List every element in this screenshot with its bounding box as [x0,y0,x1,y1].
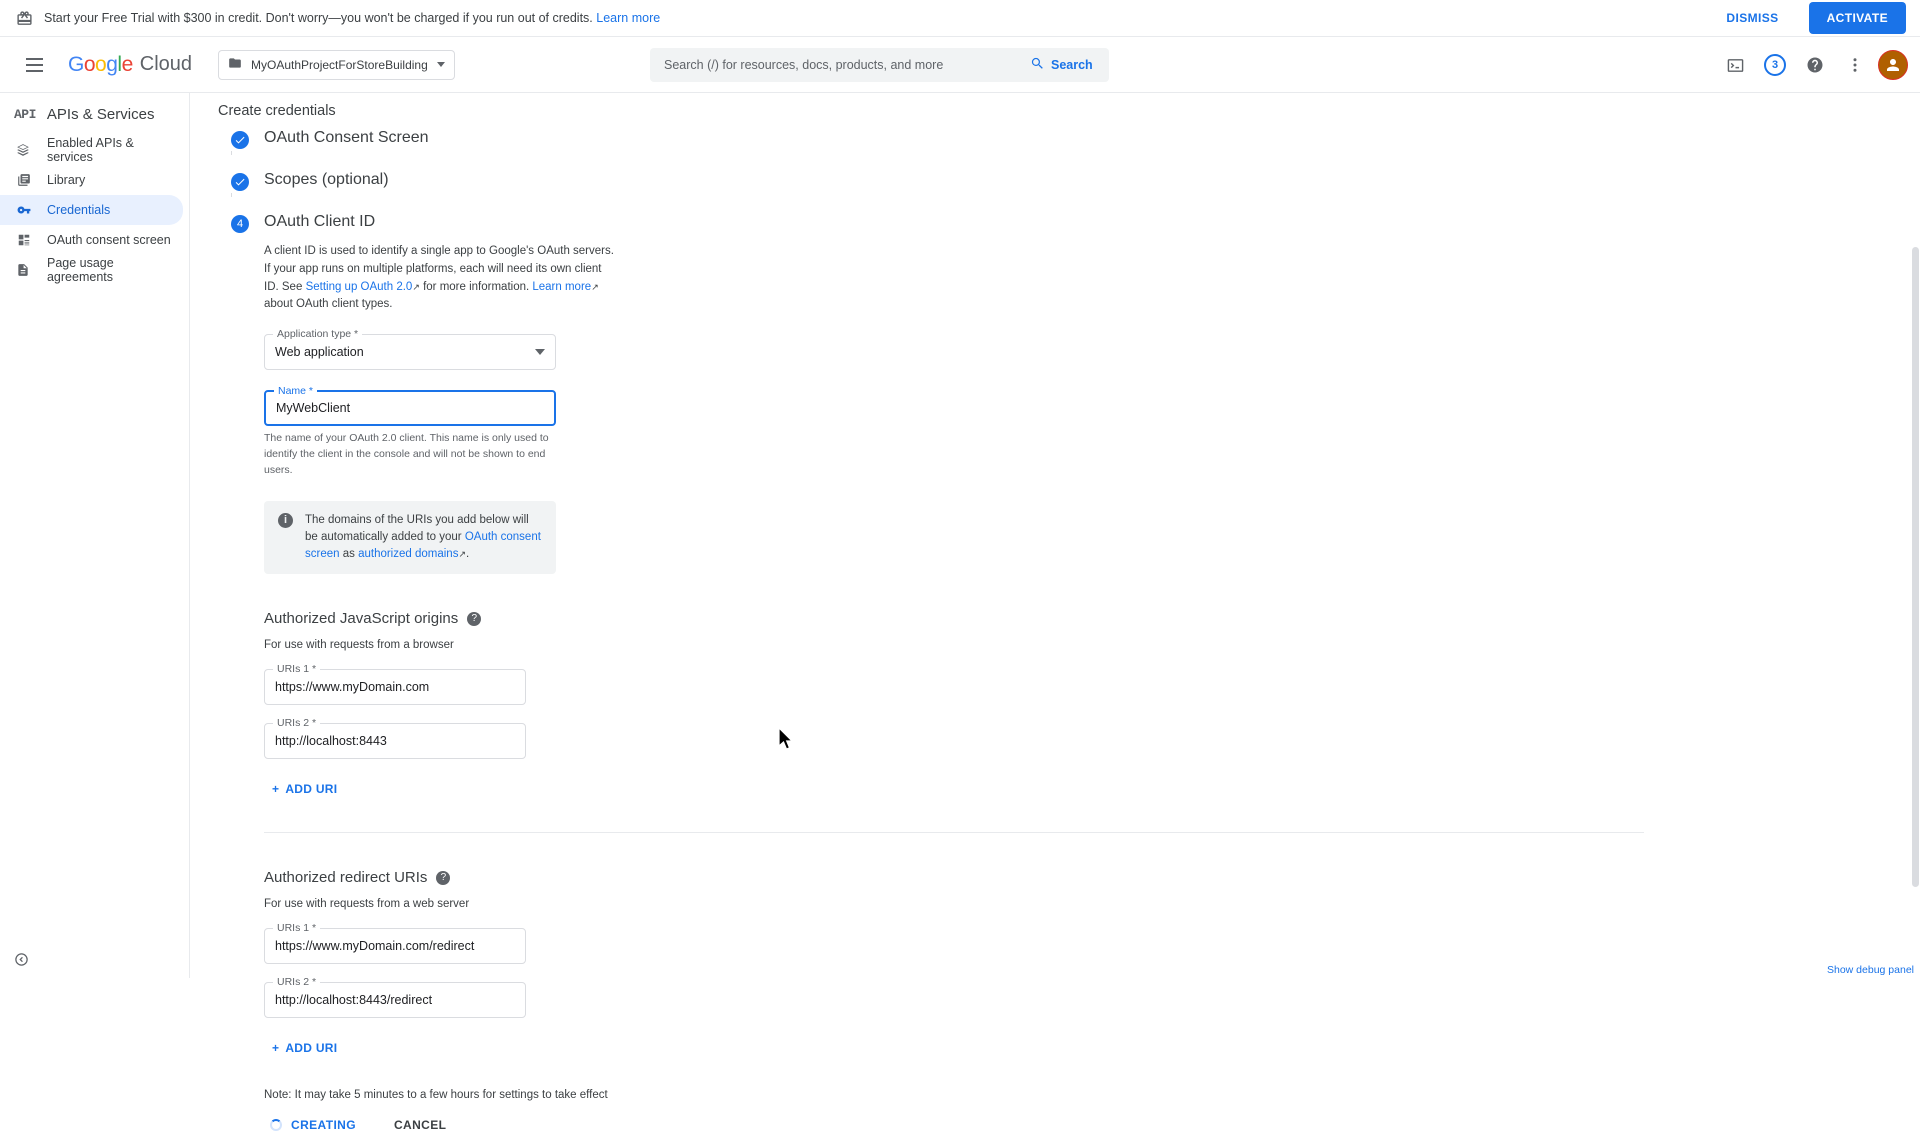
sidebar-item-label: Enabled APIs & services [46,136,134,164]
client-name-value: MyWebClient [276,401,351,416]
plus-icon: + [272,1041,280,1056]
client-name-label: Name * [274,385,317,397]
js-origins-subtitle: For use with requests from a browser [264,639,454,652]
sidebar-item-page-usage-agreements[interactable] [0,255,183,285]
info-icon: i [278,513,293,528]
oauth-client-form [264,231,684,1133]
sidebar-item-label: OAuth consent screen [47,233,171,247]
gift-icon [14,8,34,28]
step-title [264,171,1920,189]
form-actions [264,1117,684,1133]
redirect-uris-heading [264,869,684,886]
sidebar-item-label: Credentials [47,203,111,217]
main-content [190,93,1920,1133]
step-oauth-consent-screen[interactable] [218,129,1920,147]
sidebar-item-label: Page usage agreements [46,256,114,284]
cancel-button[interactable]: CANCEL [388,1117,452,1133]
help-icon[interactable]: ? [467,612,481,626]
search-area [650,48,1109,82]
authorized-domains-link[interactable]: authorized domains [358,548,459,560]
desc-part-2: for more information. [419,280,533,293]
cloud-shell-icon[interactable] [1718,48,1752,82]
agreement-icon [16,263,31,277]
domains-info-box [264,501,556,575]
step-title: OAuth Consent Screen [264,129,429,146]
redirect-uri-2[interactable] [264,976,526,1018]
sidebar-header [0,97,189,135]
application-type-label: Application type * [273,328,362,340]
project-picker[interactable] [218,50,455,80]
free-trial-banner [0,0,1920,37]
sidebar [0,93,190,978]
client-name-input[interactable] [264,385,556,426]
menu-icon[interactable] [14,45,54,85]
cloud-wordmark: Cloud [139,53,193,75]
sidebar-item-credentials[interactable] [0,195,183,225]
application-type-select[interactable] [264,328,556,370]
search-icon [1030,56,1045,74]
js-origins-heading [264,610,684,627]
info-part-2: as [339,548,359,560]
sidebar-item-label: Library [47,173,86,187]
info-part-1: The domains of the URIs you add below will be automatically added to your [305,513,529,543]
js-origin-uri-2-label: URIs 2 * [273,717,320,729]
chevron-down-icon [535,349,545,355]
redirect-uris-subtitle: For use with requests from a web server [264,898,470,911]
sidebar-item-library[interactable] [0,165,183,195]
external-link-icon: ↗ [591,281,599,292]
step-title: OAuth Client ID [264,213,376,230]
collapse-left-icon[interactable] [14,952,29,970]
desc-part-3: about OAuth client types. [264,298,393,311]
scrollbar-thumb[interactable] [1912,247,1919,887]
desc-part-1: A client ID is used to identify a single app to Google's OAuth servers. If your app runs on multiple platforms, each will need its own client ID. See [264,245,614,293]
vertical-scrollbar[interactable] [1911,129,1920,978]
notifications-badge[interactable] [1758,48,1792,82]
content-scroll-area [190,129,1920,1133]
external-link-icon: ↗ [458,549,466,559]
google-wordmark: Google [68,52,133,76]
js-origin-uri-1-value: https://www.myDomain.com [275,680,430,695]
redirect-uris-title: Authorized redirect URIs [264,869,428,887]
sidebar-item-enabled-apis[interactable] [0,135,183,165]
step-oauth-client-id [218,213,1920,1133]
trial-message [44,11,660,25]
activate-button[interactable]: ACTIVATE [1809,2,1906,34]
step-title-text: Scopes [264,171,318,188]
library-icon [16,173,31,187]
application-type-value: Web application [275,345,364,360]
dashboard-icon [16,143,31,157]
redirect-uri-1-value: https://www.myDomain.com/redirect [275,939,475,954]
js-origin-uri-1[interactable] [264,663,526,705]
js-origin-uri-1-label: URIs 1 * [273,663,320,675]
js-origin-uri-2[interactable] [264,717,526,759]
show-debug-panel-link[interactable]: Show debug panel [1827,964,1914,976]
search-button-label: Search [1051,58,1093,72]
consent-icon [16,233,31,247]
js-origins-title: Authorized JavaScript origins [264,610,459,628]
help-icon[interactable]: ? [436,871,450,885]
page-body [0,93,1920,1133]
notification-count: 3 [1764,54,1786,76]
client-name-helper-text: The name of your OAuth 2.0 client. This name is only used to identify the client in the console and will not be shown to end users. [264,432,549,476]
step-complete-icon [231,131,249,149]
appbar-actions [1718,37,1908,93]
step-connector [231,193,232,197]
step-scopes[interactable] [218,171,1920,189]
redirect-uri-1[interactable] [264,922,526,964]
step-title-suffix: (optional) [317,171,389,188]
plus-icon: + [272,782,280,797]
search-input[interactable] [650,48,1020,82]
more-vert-icon[interactable] [1838,48,1872,82]
project-name: MyOAuthProjectForStoreBuilding [251,57,428,72]
oauth-consent-screen-link[interactable]: OAuth consent screen [305,530,541,560]
add-redirect-uri-button[interactable] [264,1035,345,1061]
sidebar-title: APIs & Services [46,106,155,123]
api-icon: API [14,107,36,122]
search-button[interactable] [1020,48,1109,82]
info-part-3: . [466,548,470,560]
trial-message-text: Start your Free Trial with $300 in credit. Don't worry—you won't be charged if you run out of credits. [44,11,593,25]
setting-up-oauth-link[interactable]: Setting up OAuth 2.0 [305,280,413,293]
top-app-bar [0,37,1920,93]
learn-more-link[interactable]: Learn more [532,280,592,293]
dismiss-button[interactable]: DISMISS [1714,3,1790,33]
avatar[interactable] [1878,50,1908,80]
trial-learn-more-link[interactable]: Learn more [596,11,661,25]
creating-button[interactable] [264,1117,362,1133]
step-complete-icon [231,173,249,191]
creating-label: CREATING [291,1118,356,1133]
domains-info-text [305,512,542,564]
add-uri-label: ADD URI [285,782,338,797]
step-number-badge: 4 [231,215,249,233]
sidebar-item-oauth-consent-screen[interactable] [0,225,183,255]
external-link-icon: ↗ [412,281,420,292]
settings-note: Note: It may take 5 minutes to a few hours for settings to take effect [264,1089,608,1102]
client-id-description [264,243,614,314]
redirect-uri-2-label: URIs 2 * [273,976,320,988]
page-title: Create credentials [218,102,336,119]
chevron-down-icon [437,62,445,67]
js-origin-uri-2-value: http://localhost:8443 [275,734,387,749]
redirect-uri-1-label: URIs 1 * [273,922,320,934]
add-uri-label: ADD URI [285,1041,338,1056]
google-cloud-logo[interactable] [68,53,192,77]
redirect-uri-2-value: http://localhost:8443/redirect [275,993,433,1008]
divider [264,832,1644,833]
project-switcher-icon [228,56,242,73]
help-icon[interactable] [1798,48,1832,82]
key-icon [16,203,31,217]
spinner-icon [270,1119,282,1131]
step-connector [231,151,232,155]
add-js-origin-uri-button[interactable] [264,776,345,802]
